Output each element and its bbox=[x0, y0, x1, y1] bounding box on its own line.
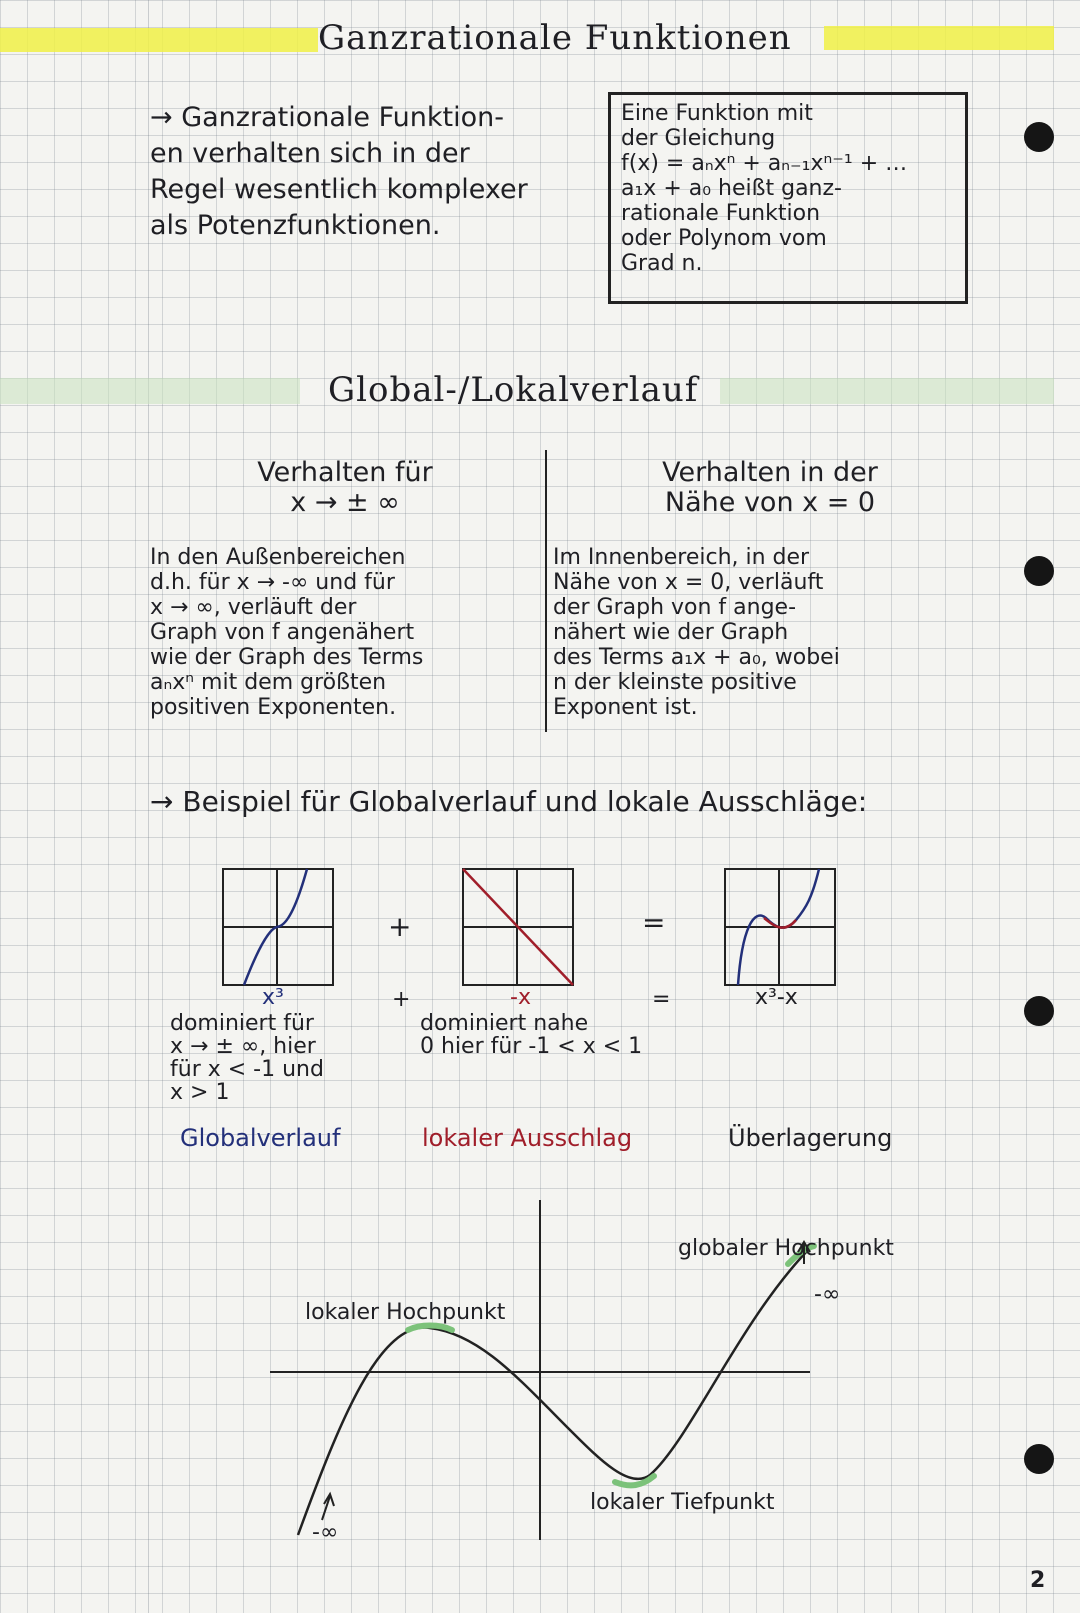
equals-sign-2: = bbox=[652, 987, 671, 1012]
right-body-line-4: nähert wie der Graph bbox=[553, 620, 789, 645]
plus-sign-1: + bbox=[388, 910, 412, 943]
label-minus-x: -x bbox=[510, 985, 531, 1010]
punch-hole-3 bbox=[1024, 996, 1054, 1026]
left-body-line-2: d.h. für x → -∞ und für bbox=[150, 570, 395, 595]
definition-line-3: f(x) = aₙxⁿ + aₙ₋₁xⁿ⁻¹ + … bbox=[621, 151, 908, 176]
left-body-line-5: wie der Graph des Terms bbox=[150, 645, 424, 670]
category-overlay: Überlagerung bbox=[728, 1124, 893, 1152]
example-heading: → Beispiel für Globalverlauf und lokale Ausschläge: bbox=[150, 785, 868, 818]
column-divider bbox=[545, 450, 547, 732]
graph-minus-x bbox=[462, 868, 574, 986]
label-minus-infinity-left: -∞ bbox=[312, 1520, 339, 1545]
graph-x-cubed bbox=[222, 868, 334, 986]
punch-hole-1 bbox=[1024, 122, 1054, 152]
desc-global-line-3: für x < -1 und bbox=[170, 1057, 324, 1082]
category-local: lokaler Ausschlag bbox=[422, 1124, 633, 1152]
left-heading-line-1: Verhalten für bbox=[257, 457, 433, 488]
equals-sign-1: = bbox=[642, 906, 666, 939]
page-title: Ganzrationale Funktionen bbox=[318, 18, 792, 58]
label-local-min: lokaler Tiefpunkt bbox=[590, 1490, 775, 1515]
left-column-body bbox=[150, 545, 423, 720]
right-column-heading bbox=[570, 458, 970, 518]
left-body-line-3: x → ∞, verläuft der bbox=[150, 595, 357, 620]
category-global: Globalverlauf bbox=[180, 1124, 341, 1152]
right-body-line-5: des Terms a₁x + a₀, wobei bbox=[553, 645, 840, 670]
section-highlight-left bbox=[0, 378, 300, 404]
section-title: Global-/Lokalverlauf bbox=[328, 370, 699, 410]
punch-hole-4 bbox=[1024, 1444, 1054, 1474]
page-number: 2 bbox=[1030, 1568, 1046, 1593]
plus-sign-2: + bbox=[392, 987, 411, 1012]
label-global-max: globaler Hochpunkt bbox=[678, 1236, 894, 1261]
desc-global-line-2: x → ± ∞, hier bbox=[170, 1034, 316, 1059]
graph-x-cubed-minus-x bbox=[724, 868, 836, 986]
desc-local-line-1: dominiert nahe bbox=[420, 1011, 589, 1036]
right-column-body bbox=[553, 545, 840, 720]
punch-hole-2 bbox=[1024, 556, 1054, 586]
definition-line-1: Eine Funktion mit bbox=[621, 101, 813, 126]
highlight-local-max bbox=[408, 1326, 452, 1331]
intro-line-3: Regel wesentlich komplexer bbox=[150, 174, 528, 205]
label-local-max: lokaler Hochpunkt bbox=[305, 1300, 506, 1325]
left-column-heading bbox=[160, 458, 530, 518]
title-highlight-left bbox=[0, 28, 318, 52]
left-heading-line-2: x → ± ∞ bbox=[290, 487, 400, 518]
desc-local-line-2: 0 hier für -1 < x < 1 bbox=[420, 1034, 643, 1059]
label-x-cubed: x³ bbox=[262, 985, 284, 1010]
intro-line-4: als Potenzfunktionen. bbox=[150, 210, 441, 241]
definition-line-5: rationale Funktion bbox=[621, 201, 821, 226]
section-highlight-right bbox=[720, 378, 1054, 404]
desc-global-line-1: dominiert für bbox=[170, 1011, 314, 1036]
left-body-line-4: Graph von f angenähert bbox=[150, 620, 415, 645]
definition-line-4: a₁x + a₀ heißt ganz- bbox=[621, 176, 842, 201]
left-body-line-7: positiven Exponenten. bbox=[150, 695, 397, 720]
desc-local bbox=[420, 1012, 642, 1058]
intro-text bbox=[150, 100, 528, 244]
right-body-line-7: Exponent ist. bbox=[553, 695, 698, 720]
right-heading-line-1: Verhalten in der bbox=[662, 457, 878, 488]
right-body-line-3: der Graph von f ange- bbox=[553, 595, 797, 620]
right-body-line-1: Im Innenbereich, in der bbox=[553, 545, 810, 570]
intro-line-1: → Ganzrationale Funktion- bbox=[150, 102, 504, 133]
intro-line-2: en verhalten sich in der bbox=[150, 138, 470, 169]
right-body-line-6: n der kleinste positive bbox=[553, 670, 797, 695]
label-minus-infinity-right: -∞ bbox=[814, 1282, 841, 1307]
definition-line-7: Grad n. bbox=[621, 251, 703, 276]
page-margin-line bbox=[148, 0, 149, 1613]
right-heading-line-2: Nähe von x = 0 bbox=[664, 487, 876, 518]
definition-box bbox=[608, 92, 968, 304]
desc-global bbox=[170, 1012, 324, 1104]
left-body-line-6: aₙxⁿ mit dem größten bbox=[150, 670, 387, 695]
label-x-cubed-minus-x: x³-x bbox=[755, 985, 798, 1010]
definition-line-2: der Gleichung bbox=[621, 126, 776, 151]
desc-global-line-4: x > 1 bbox=[170, 1080, 230, 1105]
right-body-line-2: Nähe von x = 0, verläuft bbox=[553, 570, 824, 595]
definition-line-6: oder Polynom vom bbox=[621, 226, 827, 251]
left-body-line-1: In den Außenbereichen bbox=[150, 545, 406, 570]
title-highlight-right bbox=[824, 26, 1054, 50]
